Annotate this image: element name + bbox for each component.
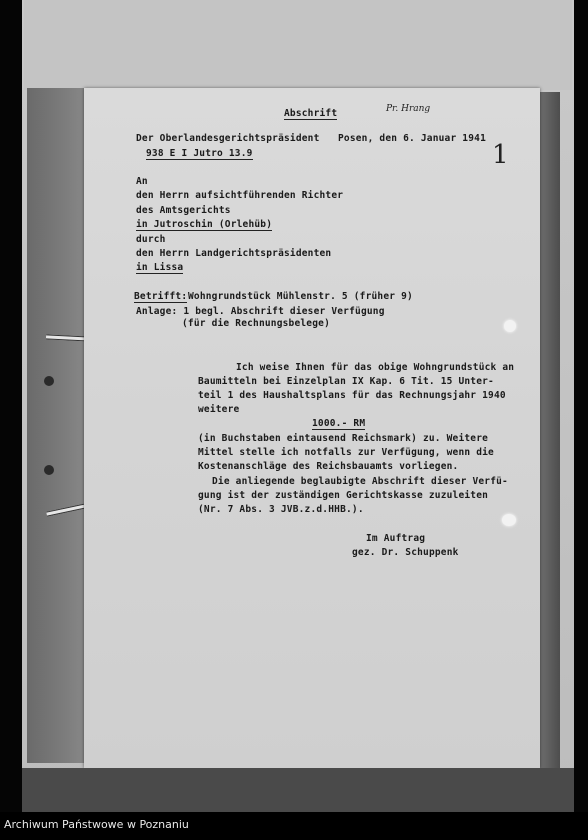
- body-line: Kostenanschläge des Reichsbauamts vorliegen.: [198, 461, 459, 472]
- scan-bottom-strip: [22, 768, 574, 812]
- paper-stain: [504, 320, 516, 332]
- paper-stain: [502, 514, 516, 526]
- address-to: An: [136, 176, 148, 187]
- archive-label: Archiwum Państwowe w Poznaniu: [4, 818, 189, 831]
- body-line: (in Buchstaben eintausend Reichsmark) zu. Weitere: [198, 433, 489, 444]
- punch-hole: [44, 376, 54, 386]
- folder-cover: [27, 88, 90, 763]
- body-line: gung ist der zuständigen Gerichtskasse zuzuleiten: [198, 490, 489, 501]
- amount: 1000.- RM: [312, 418, 366, 429]
- underlying-sheet: [24, 0, 572, 90]
- address-line: in Lissa: [136, 262, 184, 273]
- sender: Der Oberlandesgerichtspräsident: [136, 133, 320, 144]
- address-line: des Amtsgerichts: [136, 205, 231, 216]
- place-date: Posen, den 6. Januar 1941: [338, 133, 486, 144]
- signature-line: Im Auftrag: [366, 533, 426, 544]
- body-line: weitere: [198, 404, 240, 415]
- punch-hole: [44, 465, 54, 475]
- address-line: in Jutroschin (Orlehüb): [136, 219, 273, 230]
- page-number: 1: [492, 140, 509, 170]
- document-heading: Abschrift: [284, 108, 338, 119]
- page-edge-shadow: [540, 92, 560, 768]
- body-line: Baumitteln bei Einzelplan IX Kap. 6 Tit. 15 Unter-: [198, 376, 494, 387]
- body-line: Mittel stelle ich notfalls zur Verfügung, wenn die: [198, 447, 494, 458]
- subject-text: Wohngrundstück Mühlenstr. 5 (früher 9): [188, 291, 413, 302]
- signature-line: gez. Dr. Schuppenk: [352, 547, 459, 558]
- body-line: Ich weise Ihnen für das obige Wohngrundstück an: [236, 362, 515, 373]
- address-line: den Herrn Landgerichtspräsidenten: [136, 248, 332, 259]
- body-line: teil 1 des Haushaltsplans für das Rechnungsjahr 1940: [198, 390, 506, 401]
- body-line: (Nr. 7 Abs. 3 JVB.z.d.HHB.).: [198, 504, 364, 515]
- enclosure-line: (für die Rechnungsbelege): [182, 318, 330, 329]
- enclosure-line: Anlage: 1 begl. Abschrift dieser Verfügung: [136, 306, 385, 317]
- handwritten-note: Pr. Hrang: [386, 104, 431, 114]
- file-reference: 938 E I Jutro 13.9: [146, 148, 253, 159]
- body-line: Die anliegende beglaubigte Abschrift dieser Verfü-: [212, 476, 508, 487]
- address-line: durch: [136, 234, 166, 245]
- subject-label: Betrifft:: [134, 291, 188, 302]
- address-line: den Herrn aufsichtführenden Richter: [136, 190, 344, 201]
